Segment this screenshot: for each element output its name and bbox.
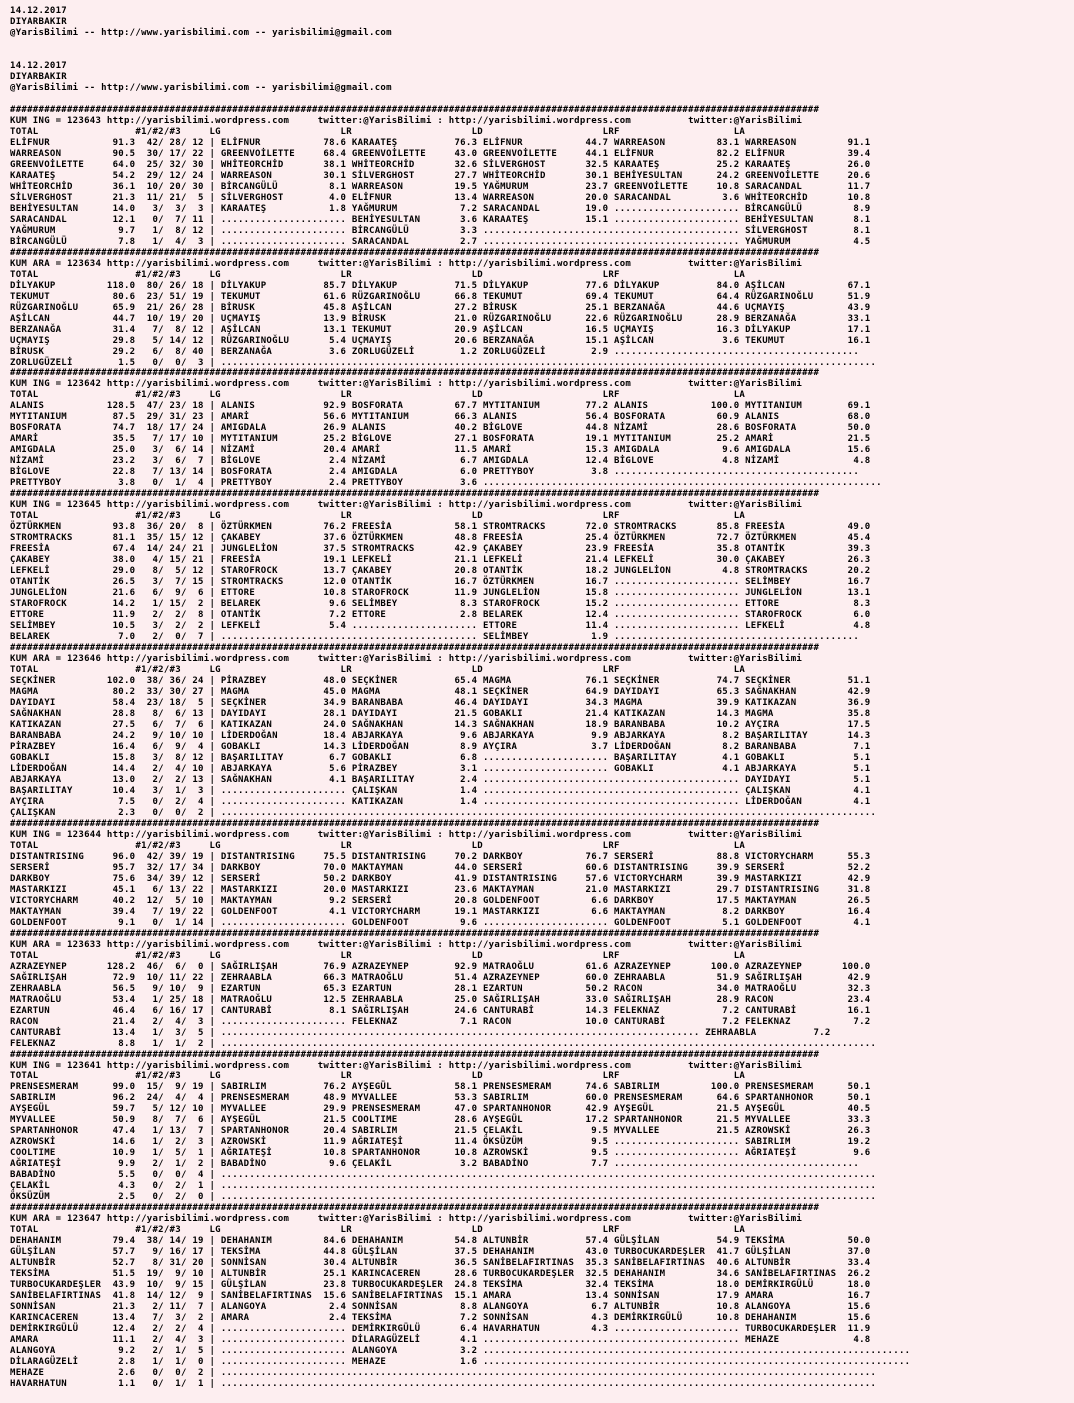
table-row: PRENSESMERAM 99.0 15/ 9/ 19 | SABIRLIM 76.2 AYŞEGÜL 58.1 PRENSESMERAM 74.6 SABIRLIM 100.0 PRENSESMERAM 50.1 xyxy=(10,1082,871,1093)
table-row: UÇMAYIŞ 29.8 5/ 14/ 12 | RÜZGARINOĞLU 5.4 UÇMAYIŞ 20.6 BERZANAĞA 15.1 AŞİLCAN 3.6 TEKUMUT 16.1 xyxy=(10,335,871,346)
table-row: TEKSİMA 51.5 19/ 9/ 10 | ALTUNBİR 25.1 KARINCACEREN 28.6 TURBOCUKARDEŞLER 32.5 DEHAHANIM 34.6 SANİBELAFIRTINAS 26.2 xyxy=(10,1269,871,1280)
race-block xyxy=(10,368,882,488)
table-row: BELAREK 7.0 2/ 0/ 7 | ............................................. SELİMBEY 1.9 ........................................... xyxy=(10,632,860,643)
table-row: ÖZTÜRKMEN 93.8 36/ 20/ 8 | ÖZTÜRKMEN 76.2 FREESİA 58.1 STROMTRACKS 72.0 STROMTRACKS 85.8 FREESİA 49.0 xyxy=(10,522,871,533)
race-title: KUM ING = 123643 http://yarisbilimi.wordpress.com twitter:@YarisBilimi : http://yarisbilimi.wordpress.com twitter:@YarisBilimi xyxy=(10,115,803,126)
table-row: PRETTYBOY 3.8 0/ 1/ 4 | PRETTYBOY 2.4 PRETTYBOY 3.6 ...................................................................... xyxy=(10,478,882,489)
race-title: KUM ARA = 123634 http://yarisbilimi.wordpress.com twitter:@YarisBilimi : http://yarisbilimi.wordpress.com twitter:@YarisBilimi xyxy=(10,258,803,269)
race-block xyxy=(10,643,876,818)
table-row: MATRAOĞLU 53.4 1/ 25/ 18 | MATRAOĞLU 12.5 ZEHRAABLA 25.0 SAĞIRLIŞAH 33.0 SAĞIRLIŞAH 28.9 RACON 23.4 xyxy=(10,994,871,1005)
race-block xyxy=(10,1050,876,1203)
table-row: AMARİ 35.5 7/ 17/ 10 | MYTITANIUM 25.2 BİGLOVE 27.1 BOSFORATA 19.1 MYTITANIUM 25.2 AMARİ 21.5 xyxy=(10,434,871,445)
table-row: ÇAKABEY 38.0 4/ 15/ 21 | FREESİA 19.1 LEFKELİ 21.1 LEFKELİ 21.4 LEFKELİ 30.0 ÇAKABEY 26.3 xyxy=(10,555,871,566)
table-row: ETTORE 11.9 2/ 2/ 8 | OTANTİK 7.2 ETTORE 2.8 BELAREK 12.4 ...................... STAROFROCK 6.0 xyxy=(10,610,871,621)
table-row: DISTANTRISING 96.0 42/ 39/ 19 | DISTANTRISING 75.5 DISTANTRISING 70.2 DARKBOY 76.7 SERSERİ 88.8 VICTORYCHARM 55.3 xyxy=(10,851,871,862)
table-row: WHİTEORCHİD 36.1 10/ 20/ 30 | BİRCANGÜLÜ 8.1 WARREASON 19.5 YAĞMURUM 23.7 GREENVOİLETTE 10.8 SARACANDAL 11.7 xyxy=(10,181,871,192)
table-row: ÇALIŞKAN 2.3 0/ 0/ 2 | ................................................................................................................... xyxy=(10,807,877,818)
race-title: KUM ING = 123642 http://yarisbilimi.wordpress.com twitter:@YarisBilimi : http://yarisbilimi.wordpress.com twitter:@YarisBilimi xyxy=(10,379,803,390)
table-row: AĞRIATEŞİ 9.9 2/ 1/ 2 | BABADİNO 9.6 ÇELAKİL 3.2 BABADİNO 7.7 ........................................... xyxy=(10,1159,860,1170)
table-row: JUNGLELİON 21.6 6/ 9/ 6 | ETTORE 10.8 STAROFROCK 11.9 JUNGLELİON 15.8 ...................... JUNGLELİON 13.1 xyxy=(10,588,871,599)
header-line: 14.12.2017 xyxy=(10,60,67,71)
table-row: SERSERİ 95.7 32/ 17/ 34 | DARKBOY 70.0 MAKTAYMAN 44.0 SERSERİ 60.6 DISTANTRISING 39.9 SERSERİ 52.2 xyxy=(10,862,871,873)
table-row: KATIKAZAN 27.5 6/ 7/ 6 | KATIKAZAN 24.0 SAĞNAKHAN 14.3 SAĞNAKHAN 18.9 BARANBABA 10.2 AYÇIRA 17.5 xyxy=(10,719,871,730)
table-row: RÜZGARINOĞLU 65.9 21/ 26/ 28 | BİRUSK 45.8 AŞİLCAN 27.2 BİRUSK 25.1 BERZANAĞA 44.6 UÇMAYIŞ 43.9 xyxy=(10,302,871,313)
separator-line: ############################################################################################################################################## xyxy=(10,928,820,939)
column-headers: TOTAL #1/#2/#3 LG LR LD LRF LA xyxy=(10,126,746,137)
table-row: DAYIDAYI 58.4 23/ 18/ 5 | SEÇKİNER 34.9 BARANBABA 46.4 DAYIDAYI 34.3 MAGMA 39.9 KATIKAZAN 36.9 xyxy=(10,698,871,709)
table-row: GOLDENFOOT 9.1 0/ 1/ 14 | ...................... GOLDENFOOT 9.6 ...................... GOLDENFOOT 5.1 GOLDENFOOT 4.1 xyxy=(10,917,871,928)
header-line: 14.12.2017 xyxy=(10,6,67,16)
table-row: DEMİRKIRGÜLÜ 12.4 2/ 2/ 4 | ...................... DEMİRKIRGÜLÜ 6.4 HAVARHATUN 4.3 ...................... TURBOCUKARDEŞLER 11.9 xyxy=(10,1324,871,1335)
table-row: ELİFNUR 91.3 42/ 28/ 12 | ELİFNUR 78.6 KARAATEŞ 76.3 ELİFNUR 44.7 WARREASON 83.1 WARREASON 91.1 xyxy=(10,137,871,148)
table-row: MAGMA 80.2 33/ 30/ 27 | MAGMA 45.0 MAGMA 48.1 SEÇKİNER 64.9 DAYIDAYI 65.3 SAĞNAKHAN 42.9 xyxy=(10,687,871,698)
column-headers: TOTAL #1/#2/#3 LG LR LD LRF LA xyxy=(10,840,746,851)
race-title: KUM ING = 123644 http://yarisbilimi.wordpress.com twitter:@YarisBilimi : http://yarisbilimi.wordpress.com twitter:@YarisBilimi xyxy=(10,829,803,840)
table-row: GREENVOİLETTE 64.0 25/ 32/ 30 | WHİTEORCHİD 38.1 WHİTEORCHİD 32.6 SİLVERGHOST 32.5 KARAATEŞ 25.2 KARAATEŞ 26.0 xyxy=(10,159,871,170)
table-row: BERZANAĞA 31.4 7/ 8/ 12 | AŞİLCAN 13.1 TEKUMUT 20.9 AŞİLCAN 16.5 UÇMAYIŞ 16.3 DİLYAKUP 17.1 xyxy=(10,324,871,335)
column-headers: TOTAL #1/#2/#3 LG LR LD LRF LA xyxy=(10,950,746,961)
race-block xyxy=(10,248,876,368)
separator-line: ############################################################################################################################################## xyxy=(10,247,820,258)
table-row: BİRCANGÜLÜ 7.8 1/ 4/ 3 | ...................... SARACANDAL 2.7 ............................................. YAĞMURUM 4.5 xyxy=(10,236,871,247)
table-row: ALANGOYA 9.2 2/ 1/ 5 | ...................... ALANGOYA 3.2 ........................................................................... xyxy=(10,1346,911,1357)
table-row: DEHAHANIM 79.4 38/ 14/ 19 | DEHAHANIM 84.6 DEHAHANIM 54.8 ALTUNBİR 57.4 GÜLŞİLAN 54.9 TEKSİMA 50.0 xyxy=(10,1236,871,1247)
table-row: WARREASON 90.5 30/ 17/ 22 | GREENVOİLETTE 68.4 GREENVOİLETTE 43.0 GREENVOİLETTE 44.1 ELİFNUR 82.2 ELİFNUR 39.4 xyxy=(10,148,871,159)
table-row: KARINCACEREN 13.4 7/ 3/ 2 | AMARA 2.4 TEKSİMA 7.2 SONNİSAN 4.3 DEMİRKIRGÜLÜ 10.8 DEHAHANIM 15.6 xyxy=(10,1313,871,1324)
table-row: BAŞARILITAY 10.4 3/ 1/ 3 | ...................... ÇALIŞKAN 1.4 ............................................. ÇALIŞKAN 4.1 xyxy=(10,785,871,796)
table-row: BEHİYESULTAN 14.0 3/ 3/ 3 | KARAATEŞ 1.8 YAĞMURUM 7.2 SARACANDAL 19.0 ...................... BİRCANGÜLÜ 8.9 xyxy=(10,203,871,214)
separator-line: ############################################################################################################################################## xyxy=(10,489,820,500)
table-row: LEFKELİ 29.0 8/ 5/ 12 | STAROFROCK 13.7 ÇAKABEY 20.8 OTANTİK 18.2 JUNGLELİON 4.8 STROMTRACKS 20.2 xyxy=(10,566,871,577)
table-row: SPARTANHONOR 47.4 1/ 13/ 7 | SPARTANHONOR 20.4 SABIRLIM 21.5 ÇELAKİL 9.5 MYVALLEE 21.5 AZROWSKİ 26.3 xyxy=(10,1126,871,1137)
column-headers: TOTAL #1/#2/#3 LG LR LD LRF LA xyxy=(10,511,746,522)
table-row: SONNİSAN 21.3 2/ 11/ 7 | ALANGOYA 2.4 SONNİSAN 8.8 ALANGOYA 6.7 ALTUNBİR 10.8 ALANGOYA 15.6 xyxy=(10,1302,871,1313)
column-headers: TOTAL #1/#2/#3 LG LR LD LRF LA xyxy=(10,269,746,280)
table-row: ABJARKAYA 13.0 2/ 2/ 13 | SAĞNAKHAN 4.1 BAŞARILITAY 2.4 ............................................. DAYIDAYI 5.1 xyxy=(10,774,871,785)
race-block xyxy=(10,1203,910,1389)
table-row: AYÇIRA 7.5 0/ 2/ 4 | ...................... KATIKAZAN 1.4 ............................................. LİDERDOĞAN 4.1 xyxy=(10,796,871,807)
table-row: MYTITANIUM 87.5 29/ 31/ 23 | AMARİ 56.6 MYTITANIUM 66.3 ALANIS 56.4 BOSFORATA 60.9 ALANIS 68.0 xyxy=(10,412,871,423)
table-row: BİRUSK 29.2 6/ 8/ 40 | BERZANAĞA 3.6 ZORLUGÜZELİ 1.2 ZORLUGÜZELİ 2.9 ........................................... xyxy=(10,346,860,357)
table-row: VICTORYCHARM 40.2 12/ 5/ 10 | MAKTAYMAN 9.2 SERSERİ 20.8 GOLDENFOOT 6.6 DARKBOY 17.5 MAKTAYMAN 26.5 xyxy=(10,895,871,906)
table-row: SAĞNAKHAN 28.8 8/ 6/ 13 | DAYIDAYI 28.1 DAYIDAYI 21.5 GOBAKLI 21.4 KATIKAZAN 14.3 MAGMA 35.8 xyxy=(10,709,871,719)
column-headers: TOTAL #1/#2/#3 LG LR LD LRF LA xyxy=(10,665,746,676)
table-row: AMIGDALA 25.0 3/ 6/ 14 | NİZAMİ 20.4 AMARİ 11.5 AMARİ 15.3 AMIGDALA 9.6 AMIGDALA 15.6 xyxy=(10,445,871,456)
table-row: GÜLŞİLAN 57.7 9/ 16/ 17 | TEKSİMA 44.8 GÜLŞİLAN 37.5 DEHAHANIM 43.0 TURBOCUKARDEŞLER 41.7 GÜLŞİLAN 37.0 xyxy=(10,1247,871,1258)
table-row: STAROFROCK 14.2 1/ 15/ 2 | BELAREK 9.6 SELİMBEY 8.3 STAROFROCK 15.2 ...................... ETTORE 8.3 xyxy=(10,599,871,610)
table-row: AYŞEGÜL 59.7 5/ 12/ 10 | MYVALLEE 29.9 PRENSESMERAM 47.0 SPARTANHONOR 42.9 AYŞEGÜL 21.5 AYŞEGÜL 40.5 xyxy=(10,1104,871,1115)
table-row: ÖKSÜZÜM 2.5 0/ 2/ 0 | ................................................................................................................... xyxy=(10,1192,877,1203)
table-row: DİLYAKUP 118.0 80/ 26/ 18 | DİLYAKUP 85.7 DİLYAKUP 71.5 DİLYAKUP 77.6 DİLYAKUP 84.0 AŞİLCAN 67.1 xyxy=(10,280,871,291)
table-row: SİLVERGHOST 21.3 11/ 21/ 5 | SİLVERGHOST 4.0 ELİFNUR 13.4 WARREASON 20.0 SARACANDAL 3.6 WHİTEORCHİD 10.8 xyxy=(10,192,871,203)
table-row: DARKBOY 75.6 34/ 39/ 12 | SERSERİ 50.2 DARKBOY 41.9 DISTANTRISING 57.6 VICTORYCHARM 39.9 MASTARKIZI 42.9 xyxy=(10,873,871,884)
table-row: FREESİA 67.4 14/ 24/ 21 | JUNGLELİON 37.5 STROMTRACKS 42.9 ÇAKABEY 23.9 FREESİA 35.8 OTANTİK 39.3 xyxy=(10,544,871,555)
separator-line: ############################################################################################################################################## xyxy=(10,818,820,829)
table-row: GOBAKLI 15.8 3/ 8/ 12 | BAŞARILITAY 6.7 GOBAKLI 6.8 ...................... BAŞARILITAY 4.1 GOBAKLI 5.1 xyxy=(10,752,871,763)
header-line: DIYARBAKIR xyxy=(10,16,67,27)
header-line: @YarisBilimi -- http://www.yarisbilimi.com -- yarisbilimi@gmail.com xyxy=(10,82,392,93)
table-row: TEKUMUT 80.6 23/ 51/ 19 | TEKUMUT 61.6 RÜZGARINOĞLU 66.8 TEKUMUT 69.4 TEKUMUT 64.4 RÜZGARINOĞLU 51.9 xyxy=(10,291,871,302)
table-row: ZEHRAABLA 56.5 9/ 10/ 9 | EZARTUN 65.3 EZARTUN 28.1 EZARTUN 50.2 RACON 34.0 MATRAOĞLU 32.3 xyxy=(10,983,871,994)
table-row: SARACANDAL 12.1 0/ 7/ 11 | ...................... BEHİYESULTAN 3.6 KARAATEŞ 15.1 ...................... BEHİYESULTAN 8.1 xyxy=(10,214,871,225)
table-row: FELEKNAZ 8.8 1/ 1/ 2 | ................................................................................................................... xyxy=(10,1038,877,1049)
table-row: SELİMBEY 10.5 3/ 2/ 2 | LEFKELİ 5.4 ...................... ETTORE 11.4 ...................... LEFKELİ 4.8 xyxy=(10,621,871,632)
table-row: LİDERDOĞAN 14.4 2/ 4/ 10 | ABJARKAYA 5.6 PİRAZBEY 3.1 ...................... GOBAKLI 4.1 ABJARKAYA 5.1 xyxy=(10,763,871,774)
separator-line: ############################################################################################################################################## xyxy=(10,1203,820,1214)
race-block xyxy=(10,819,870,928)
table-row: SEÇKİNER 102.0 38/ 36/ 24 | PİRAZBEY 48.0 SEÇKİNER 65.4 MAGMA 76.1 SEÇKİNER 74.7 SEÇKİNER 51.1 xyxy=(10,676,871,687)
table-row: SAĞIRLIŞAH 72.9 10/ 11/ 22 | ZEHRAABLA 66.3 MATRAOĞLU 51.4 AZRAZEYNEP 60.0 ZEHRAABLA 51.9 SAĞIRLIŞAH 42.9 xyxy=(10,972,871,983)
table-row: YAĞMURUM 9.7 1/ 8/ 12 | ...................... BİRCANGÜLÜ 3.3 ............................................. SİLVERGHOST 8.1 xyxy=(10,225,871,236)
table-row: MEHAZE 2.6 0/ 0/ 2 | ................................................................................................................... xyxy=(10,1368,877,1379)
column-headers: TOTAL #1/#2/#3 LG LR LD LRF LA xyxy=(10,390,746,401)
race-title: KUM ARA = 123646 http://yarisbilimi.wordpress.com twitter:@YarisBilimi : http://yarisbilimi.wordpress.com twitter:@YarisBilimi xyxy=(10,654,803,665)
race-title: KUM ARA = 123633 http://yarisbilimi.wordpress.com twitter:@YarisBilimi : http://yarisbilimi.wordpress.com twitter:@YarisBilimi xyxy=(10,939,803,950)
table-row: DİLARAGÜZELİ 2.8 1/ 1/ 0 | ...................... MEHAZE 1.6 ........................................................................... xyxy=(10,1357,911,1368)
table-row: OTANTİK 26.5 3/ 7/ 15 | STROMTRACKS 12.0 OTANTİK 16.7 ÖZTÜRKMEN 16.7 ...................... SELİMBEY 16.7 xyxy=(10,577,871,588)
table-row: MAKTAYMAN 39.4 7/ 19/ 22 | GOLDENFOOT 4.1 VICTORYCHARM 19.1 MASTARKIZI 6.6 MAKTAYMAN 8.2 DARKBOY 16.4 xyxy=(10,906,871,917)
table-row: HAVARHATUN 1.1 0/ 1/ 1 | ................................................................................................................... xyxy=(10,1379,877,1390)
table-row: AMARA 11.1 2/ 4/ 3 | ...................... DİLARAGÜZELİ 4.1 ............................................. MEHAZE 4.8 xyxy=(10,1335,871,1346)
table-row: TURBOCUKARDEŞLER 43.9 10/ 9/ 15 | GÜLŞİLAN 23.8 TURBOCUKARDEŞLER 24.8 TEKSİMA 32.4 TEKSİMA 18.0 DEMİRKIRGÜLÜ 18.0 xyxy=(10,1280,871,1291)
race-title: KUM ARA = 123647 http://yarisbilimi.wordpress.com twitter:@YarisBilimi : http://yarisbilimi.wordpress.com twitter:@YarisBilimi xyxy=(10,1214,803,1225)
table-row: ALTUNBİR 52.7 8/ 31/ 20 | SONNİSAN 30.4 ALTUNBİR 36.5 SANİBELAFIRTINAS 35.3 SANİBELAFIRTINAS 40.6 ALTUNBİR 33.4 xyxy=(10,1258,871,1269)
race-title: KUM ING = 123645 http://yarisbilimi.wordpress.com twitter:@YarisBilimi : http://yarisbilimi.wordpress.com twitter:@YarisBilimi xyxy=(10,500,803,511)
table-row: AŞİLCAN 44.7 10/ 19/ 20 | UÇMAYIŞ 13.9 BİRUSK 21.0 RÜZGARINOĞLU 22.6 RÜZGARINOĞLU 28.9 BERZANAĞA 33.1 xyxy=(10,313,871,324)
table-row: NİZAMİ 23.2 3/ 6/ 7 | BİGLOVE 2.4 NİZAMİ 6.7 AMIGDALA 12.4 BİGLOVE 4.8 NİZAMİ 4.8 xyxy=(10,456,871,467)
column-headers: TOTAL #1/#2/#3 LG LR LD LRF LA xyxy=(10,1071,746,1082)
table-row: CANTURABİ 13.4 1/ 3/ 5 | .................................................................................... ZEHRAABLA 7.2 xyxy=(10,1027,831,1038)
table-row: MYVALLEE 50.9 8/ 7/ 6 | AYŞEGÜL 21.5 COOLTIME 28.6 AYŞEGÜL 17.2 SPARTANHONOR 21.5 MYVALLEE 33.3 xyxy=(10,1115,871,1126)
separator-line: ############################################################################################################################################## xyxy=(10,1049,820,1060)
table-row: SANİBELAFIRTINAS 41.8 14/ 12/ 9 | SANİBELAFIRTINAS 15.6 SANİBELAFIRTINAS 15.1 AMARA 13.4 SONNİSAN 17.9 AMARA 16.7 xyxy=(10,1291,871,1302)
table-row: ALANIS 128.5 47/ 23/ 18 | ALANIS 92.9 BOSFORATA 67.7 MYTITANIUM 77.2 ALANIS 100.0 MYTITANIUM 69.1 xyxy=(10,401,871,412)
table-row: BİGLOVE 22.8 7/ 13/ 14 | BOSFORATA 2.4 AMIGDALA 6.0 PRETTYBOY 3.8 ........................................... xyxy=(10,467,860,478)
table-row: MASTARKIZI 45.1 6/ 13/ 22 | MASTARKIZI 20.0 MASTARKIZI 23.6 MAKTAYMAN 21.0 MASTARKIZI 29.7 DISTANTRISING 31.8 xyxy=(10,884,871,895)
race-block xyxy=(10,929,876,1049)
table-row: BABADİNO 5.5 0/ 0/ 4 | ................................................................................................................... xyxy=(10,1170,877,1181)
table-row: COOLTIME 10.9 1/ 5/ 1 | AĞRIATEŞİ 10.8 SPARTANHONOR 10.8 AZROWSKİ 9.5 ...................... AĞRIATEŞİ 9.6 xyxy=(10,1148,871,1159)
race-title: KUM ING = 123641 http://yarisbilimi.wordpress.com twitter:@YarisBilimi : http://yarisbilimi.wordpress.com twitter:@YarisBilimi xyxy=(10,1060,803,1071)
document-header xyxy=(10,6,392,93)
table-row: AZROWSKİ 14.6 1/ 2/ 3 | AZROWSKİ 11.9 AĞRIATEŞİ 11.4 ÖKSÜZÜM 9.5 ...................... SABIRLIM 19.2 xyxy=(10,1137,871,1148)
table-row: BARANBABA 24.2 9/ 10/ 10 | LİDERDOĞAN 18.4 ABJARKAYA 9.6 ABJARKAYA 9.9 ABJARKAYA 8.2 BAŞARILITAY 14.3 xyxy=(10,730,871,741)
table-row: KARAATEŞ 54.2 29/ 12/ 24 | WARREASON 30.1 SİLVERGHOST 27.7 WHİTEORCHİD 30.1 BEHİYESULTAN 24.2 GREENVOİLETTE 20.6 xyxy=(10,170,871,181)
separator-line: ############################################################################################################################################## xyxy=(10,104,820,115)
table-row: BOSFORATA 74.7 18/ 17/ 24 | AMIGDALA 26.9 ALANIS 40.2 BİGLOVE 44.8 NİZAMİ 28.6 BOSFORATA 50.0 xyxy=(10,423,871,434)
race-block xyxy=(10,489,870,642)
table-row: AZRAZEYNEP 128.2 46/ 6/ 0 | SAĞIRLIŞAH 76.9 AZRAZEYNEP 92.9 MATRAOĞLU 61.6 AZRAZEYNEP 100.0 AZRAZEYNEP 100.0 xyxy=(10,961,871,972)
table-row: ÇELAKİL 4.3 0/ 2/ 1 | ................................................................................................................... xyxy=(10,1181,877,1192)
table-row: RACON 21.4 2/ 4/ 3 | ...................... FELEKNAZ 7.1 RACON 10.0 CANTURABİ 7.2 FELEKNAZ 7.2 xyxy=(10,1016,871,1027)
table-row: EZARTUN 46.4 6/ 16/ 17 | CANTURABİ 8.1 SAĞIRLIŞAH 24.6 CANTURABİ 14.3 FELEKNAZ 7.2 CANTURABİ 16.1 xyxy=(10,1005,871,1016)
race-block xyxy=(10,105,870,247)
header-line: DIYARBAKIR xyxy=(10,71,67,82)
table-row: PİRAZBEY 16.4 6/ 9/ 4 | GOBAKLI 14.3 LİDERDOĞAN 8.9 AYÇIRA 3.7 LİDERDOĞAN 8.2 BARANBABA 7.1 xyxy=(10,741,871,752)
column-headers: TOTAL #1/#2/#3 LG LR LD LRF LA xyxy=(10,1225,746,1236)
separator-line: ############################################################################################################################################## xyxy=(10,368,820,379)
separator-line: ############################################################################################################################################## xyxy=(10,643,820,654)
table-row: ZORLUGÜZELİ 1.5 0/ 0/ 3 | ................................................................................................................... xyxy=(10,357,877,368)
table-row: SABIRLIM 96.2 24/ 4/ 4 | PRENSESMERAM 48.9 MYVALLEE 53.3 SABIRLIM 60.0 PRENSESMERAM 64.6 SPARTANHONOR 50.1 xyxy=(10,1093,871,1104)
table-row: STROMTRACKS 81.1 35/ 15/ 12 | ÇAKABEY 37.6 ÖZTÜRKMEN 48.8 FREESİA 25.4 ÖZTÜRKMEN 72.7 ÖZTÜRKMEN 45.4 xyxy=(10,533,871,544)
header-line: @YarisBilimi -- http://www.yarisbilimi.com -- yarisbilimi@gmail.com xyxy=(10,27,392,38)
